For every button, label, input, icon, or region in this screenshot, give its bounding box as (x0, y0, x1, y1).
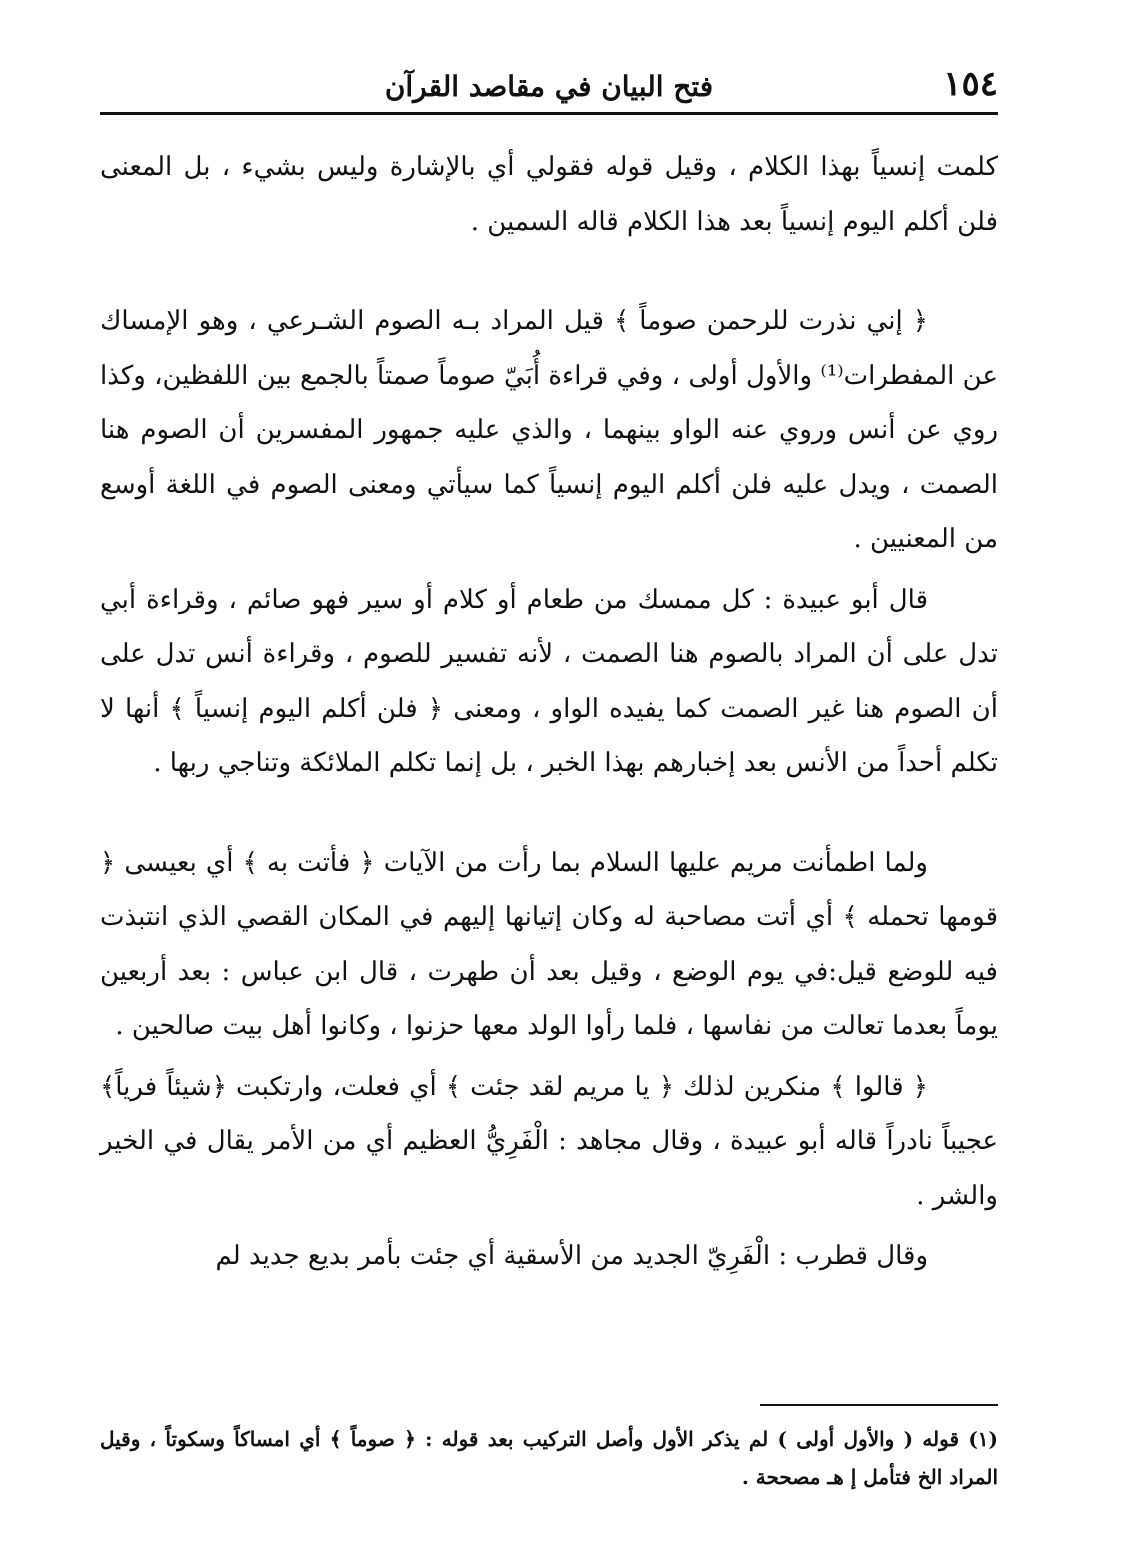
paragraph: ﴿ إني نذرت للرحمن صوماً ﴾ قيل المراد بـه الصوم الشـرعي ، وهو الإمساك عن المفطرات⁽¹⁾ والأول أولى ، وفي قراءة أُبَيّ صوماً صمتاً بالجمع بين اللفظين، وكذا روي عن أنس وروي عنه الواو بينهما ، والذي عليه جمهور المفسرين أن الصوم هنا الصمت ، ويدل عليه فلن أكلم اليوم إنسياً كما سيأتي ومعنى الصوم في اللغة أوسع من المعنيين . (100, 306, 998, 554)
page-number: ١٥٤ (943, 64, 998, 104)
paragraph: قال أبو عبيدة : كل ممسك من طعام أو كلام أو سير فهو صائم ، وقراءة أبي تدل على أن المراد بالصوم هنا الصمت ، لأنه تفسير للصوم ، وقراءة أنس تدل على أن الصوم هنا غير الصمت كما يفيده الواو ، ومعنى ﴿ فلن أكلم اليوم إنسياً ﴾ أنها لا تكلم أحداً من الأنس بعد إخبارهم بهذا الخبر ، بل إنما تكلم الملائكة وتناجي ربها . (100, 584, 998, 778)
running-title: فتح البيان في مقاصد القرآن (384, 70, 714, 103)
header-divider (100, 112, 998, 115)
paragraph: كلمت إنسياً بهذا الكلام ، وقيل قوله فقولي أي بالإشارة وليس بشيء ، بل المعنى فلن أكلم اليوم إنسياً بعد هذا الكلام قاله السمين . (100, 152, 998, 237)
paragraph-spacer (100, 791, 998, 836)
paragraph: وقال قطرب : الْفَرِيّ الجديد من الأسقية أي جئت بأمر بديع جديد لم (215, 1241, 928, 1271)
paragraph-spacer (100, 249, 998, 294)
footnote: (١) قوله ( والأول أولى ) لم يذكر الأول وأصل التركيب بعد قوله : ﴿ صوماً ﴾ أي امساكاً وسكوتاً ، وقيل المراد الخ فتأمل إ هـ مصححة . (100, 1427, 998, 1489)
paragraph: ﴿ قالوا ﴾ منكرين لذلك ﴿ يا مريم لقد جئت ﴾ أي فعلت، وارتكبت ﴿شيئاً فرياً﴾ عجيباً نادراً قاله أبو عبيدة ، وقال مجاهد : الْفَرِيُّ العظيم أي من الأمر يقال في الخير والشر . (100, 1071, 998, 1211)
main-text (100, 140, 998, 1284)
paragraph: ولما اطمأنت مريم عليها السلام بما رأت من الآيات ﴿ فأتت به ﴾ أي بعيسى ﴿ قومها تحمله ﴾ أي أتت مصاحبة له وكان إتيانها إليهم في المكان القصي الذي انتبذت فيه للوضع قيل:في يوم الوضع ، وقيل بعد أن طهرت ، قال ابن عباس : بعد أربعين يوماً بعدما تعالت من نفاسها ، فلما رأوا الولد معها حزنوا ، وكانوا أهل بيت صالحين . (100, 847, 998, 1041)
page-header (100, 62, 998, 110)
footnotes (100, 1420, 998, 1496)
footnote-divider (760, 1404, 998, 1406)
